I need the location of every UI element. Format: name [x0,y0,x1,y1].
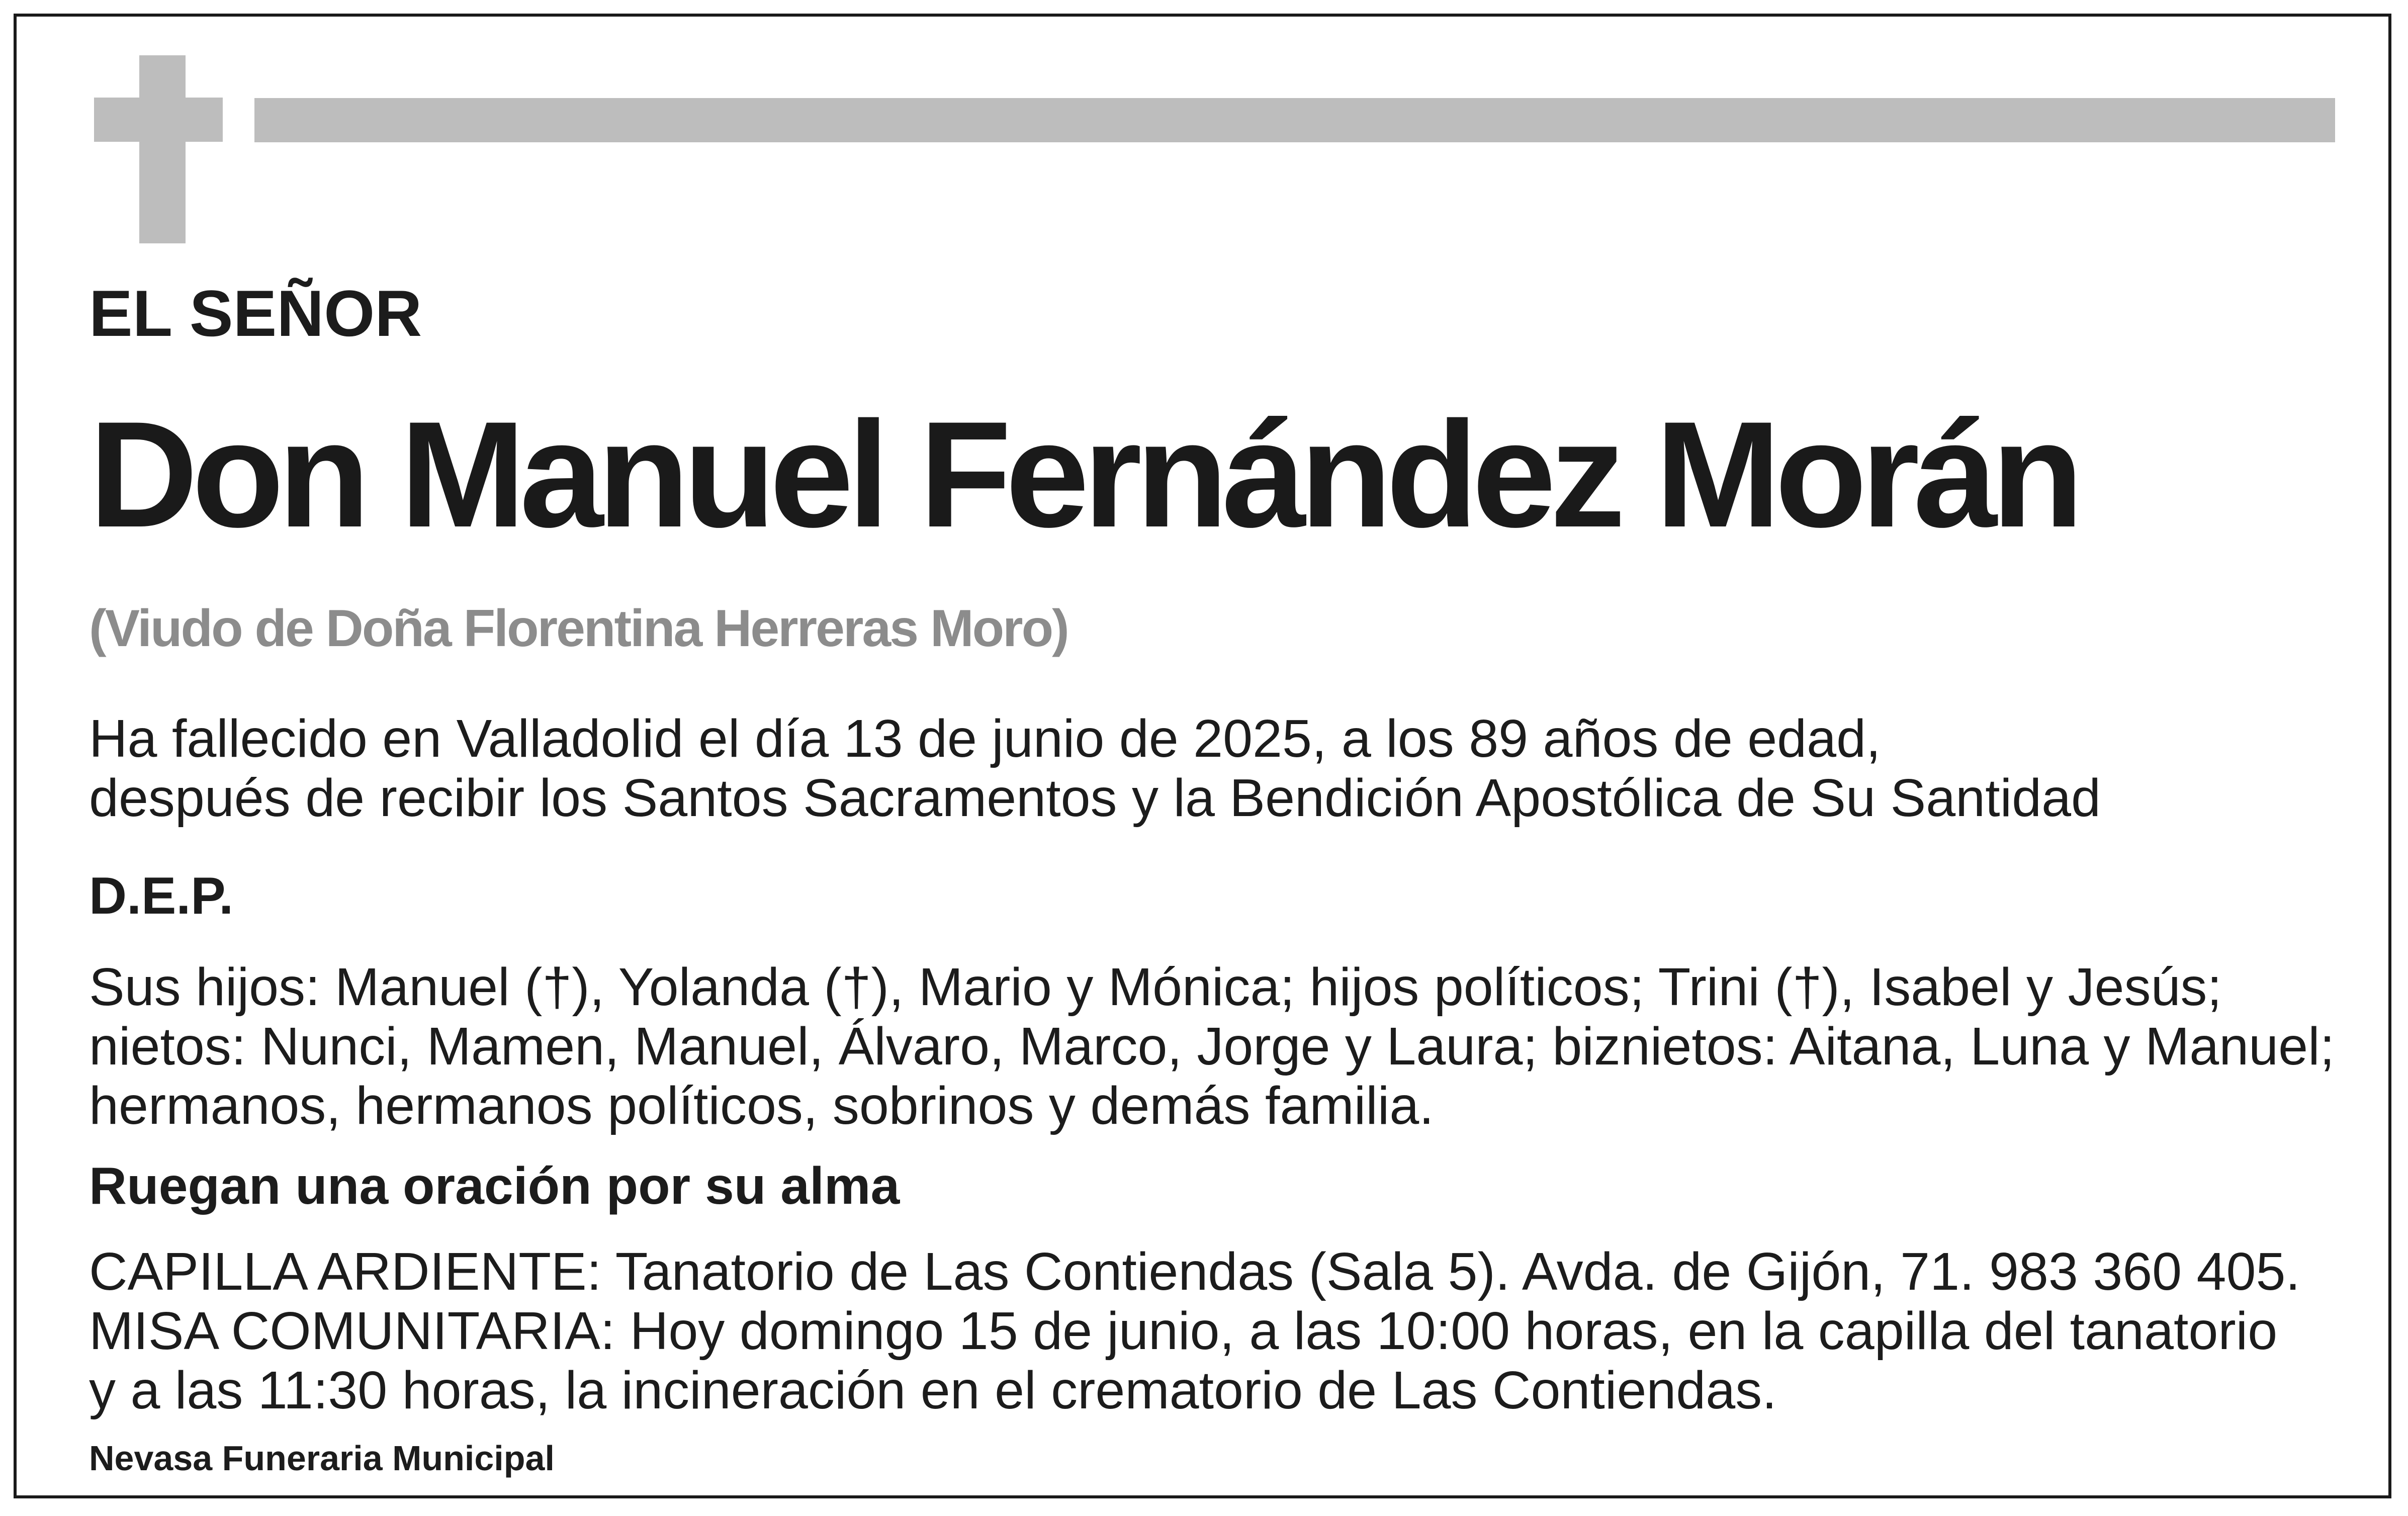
prayer-request: Ruegan una oración por su alma [89,1157,900,1215]
death-announcement [89,709,2101,828]
family-line: Sus hijos: Manuel (†), Yolanda (†), Mario y Mónica; hijos políticos; Trini (†), Isabel y Jesús; [89,957,2222,1017]
family-line: hermanos, hermanos políticos, sobrinos y demás familia. [89,1076,1434,1135]
detail-line: MISA COMUNITARIA: Hoy domingo 15 de junio, a las 10:00 horas, en la capilla del tanatorio [89,1301,2278,1361]
widow-of-subtitle: (Viudo de Doña Florentina Herreras Moro) [89,599,1068,658]
family-line: nietos: Nunci, Mamen, Manuel, Álvaro, Marco, Jorge y Laura; biznietos: Aitana, Luna y Manuel; [89,1017,2335,1076]
detail-line: CAPILLA ARDIENTE: Tanatorio de Las Contiendas (Sala 5). Avda. de Gijón, 71. 983 360 405. [89,1242,2300,1301]
header-rule [254,98,2335,142]
family-list [89,957,2335,1135]
kicker-title: EL SEÑOR [89,277,422,350]
funeral-home-credit: Nevasa Funeraria Municipal [89,1439,555,1478]
dep-label: D.E.P. [89,867,234,925]
cross-horizontal-bar [94,98,223,142]
death-line: después de recibir los Santos Sacramentos y la Bendición Apostólica de Su Santidad [89,768,2101,828]
cross-vertical-bar [139,55,186,243]
death-line: Ha fallecido en Valladolid el día 13 de junio de 2025, a los 89 años de edad, [89,709,1881,768]
service-details [89,1242,2300,1420]
deceased-name: Don Manuel Fernández Morán [89,390,2078,559]
detail-line: y a las 11:30 horas, la incineración en el crematorio de Las Contiendas. [89,1361,1777,1420]
